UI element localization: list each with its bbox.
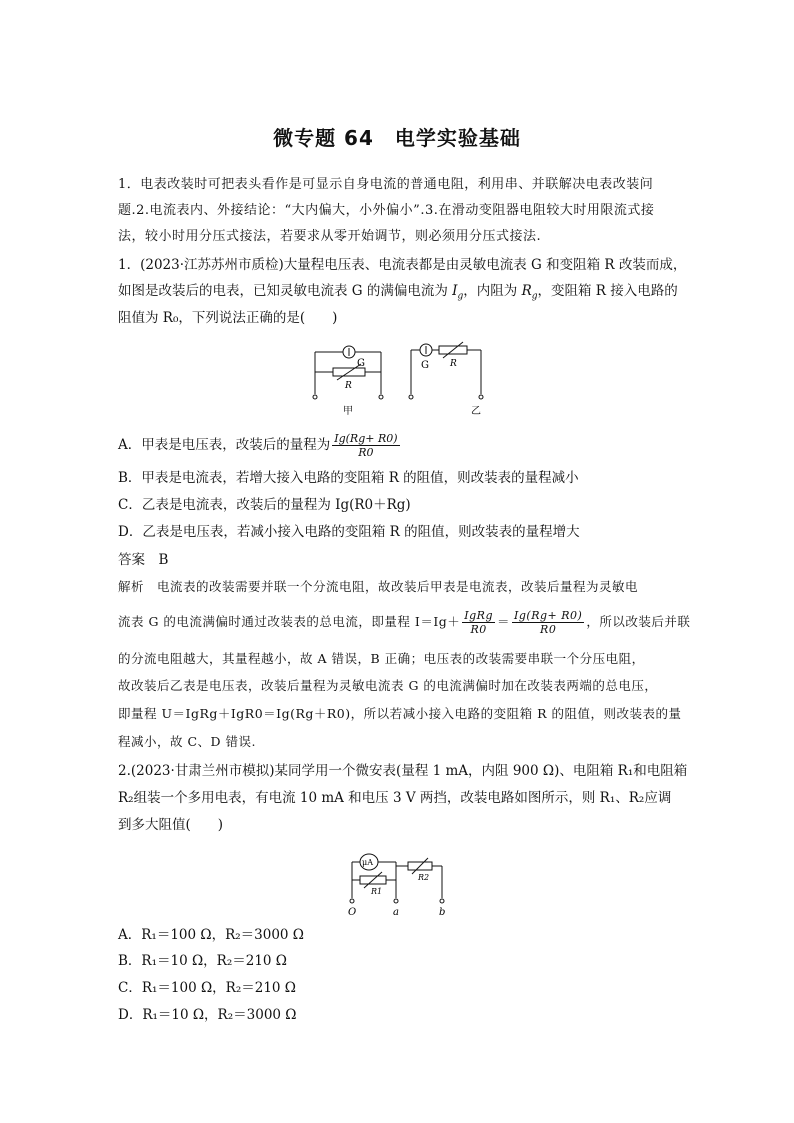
jia-r-label: R [345, 381, 352, 391]
fig-jia-label: 甲 [343, 406, 353, 417]
q1-answer: 答案 B [118, 552, 169, 568]
q1-explanation-3: 的分流电阻越大，其量程越小，故 A 错误，B 正确；电压表的改装需要串联一个分压电阻， [118, 651, 645, 666]
q1-ig: $I_g$ [452, 283, 464, 302]
circuit-jia [313, 346, 383, 399]
q2-stem-line-3: 到多大阻值( ) [118, 817, 224, 833]
q2-r2-label: R2 [418, 873, 430, 882]
q1-stem-2a: 如图是改装后的电表，已知灵敏电流表 G 的满偏电流为 [118, 283, 453, 299]
q1-stem-line-3: 阻值为 R₀，下列说法正确的是( ) [118, 310, 338, 326]
page-title: 微专题 64 电学实验基础 [273, 126, 521, 150]
intro-line-1: 1．电表改装时可把表头看作是可显示自身电流的普通电阻，利用串、并联解决电表改装问 [118, 177, 654, 192]
q1-explanation-6: 程减小，故 C、D 错误. [118, 734, 257, 749]
q2-o-label: O [348, 907, 357, 918]
q1-option-d: D．乙表是电压表，若减小接入电路的变阻箱 R 的阻值，则改装表的量程增大 [118, 524, 580, 540]
q1-exp-frac1-den: R0 [470, 623, 487, 636]
q1-explanation-2 [118, 609, 690, 636]
q1-exp-frac1-num: IgRg [464, 609, 494, 622]
jia-g-label: G [357, 358, 365, 369]
yi-g-label: G [421, 360, 429, 371]
q2-meter-label: μA [362, 858, 373, 867]
q1-exp-frac-1 [462, 609, 495, 636]
q2-option-b: B．R₁＝10 Ω，R₂＝210 Ω [118, 953, 287, 969]
q2-stem-line-1: 2.(2023·甘肃兰州市模拟)某同学用一个微安表(量程 1 mA，内阻 900 Ω)、电阻箱 R₁和电阻箱 [118, 763, 688, 779]
q1-circuit-figure [305, 338, 495, 418]
q2-a-label: a [393, 907, 399, 918]
q1-option-a-num: Ig(Rg+ R0) [334, 432, 398, 445]
q1-stem-2b: ，内阻为 [463, 283, 522, 299]
q1-option-c: C．乙表是电流表，改装后的量程为 Ig(R0＋Rg) [118, 497, 411, 513]
q2-stem-line-2: R₂组装一个多用电表，有电流 10 mA 和电压 3 V 两挡，改装电路如图所示，则 R₁、R₂应调 [118, 790, 672, 806]
q1-exp-frac-2 [512, 609, 584, 636]
q1-option-a-text: A．甲表是电压表，改装后的量程为 [118, 437, 331, 453]
q2-b-label: b [439, 907, 446, 918]
q2-option-a: A．R₁＝100 Ω，R₂＝3000 Ω [118, 927, 304, 943]
yi-r-label: R [450, 359, 457, 369]
q1-explanation-4: 故改装后乙表是电压表，改装后量程为灵敏电流表 G 的电流满偏时加在改装表两端的总电压， [118, 678, 658, 693]
q1-option-b: B．甲表是电流表，若增大接入电路的变阻箱 R 的阻值，则改装表的量程减小 [118, 470, 579, 486]
intro-line-3: 法，较小时用分压式接法，若要求从零开始调节，则必须用分压式接法. [118, 229, 542, 244]
q1-stem-2c: ，变阻箱 R 接入电路的 [537, 283, 678, 299]
fig-yi-label: 乙 [471, 406, 481, 417]
q2-circuit-figure [338, 840, 458, 918]
intro-line-2: 题.2.电流表内、外接结论：“大内偏大，小外偏小”.3.在滑动变阻器电阻较大时用限流式接 [118, 203, 655, 218]
q1-exp-2a: 流表 G 的电流满偏时通过改装表的总电流，即量程 I＝Ig＋ [118, 614, 461, 629]
q2-option-d: D．R₁＝10 Ω，R₂＝3000 Ω [118, 1007, 297, 1023]
q1-exp-frac2-den: R0 [540, 623, 557, 636]
q1-exp-2b: ，所以改装后并联 [586, 614, 691, 629]
q1-explanation-5: 即量程 U＝IgRg＋IgR0＝Ig(Rg＋R0)，所以若减小接入电路的变阻箱 R 的阻值，则改装表的量 [118, 706, 682, 721]
q2-r1-label: R1 [371, 887, 383, 896]
q1-option-a-fraction [332, 432, 399, 459]
q1-option-a [118, 432, 402, 459]
q1-rg: $R_g$ [521, 283, 538, 302]
q1-stem-line-2 [118, 282, 678, 306]
q1-exp-eq: ＝ [497, 614, 511, 629]
q1-stem-line-1: 1．(2023·江苏苏州市质检)大量程电压表、电流表都是由灵敏电流表 G 和变阻箱 R 改装而成， [118, 257, 687, 273]
q2-option-c: C．R₁＝100 Ω，R₂＝210 Ω [118, 980, 296, 996]
q1-exp-frac2-num: Ig(Rg+ R0) [514, 609, 583, 622]
q1-explanation-1: 解析 电流表的改装需要并联一个分流电阻，故改装后甲表是电流表，改装后量程为灵敏电 [118, 579, 639, 594]
q1-option-a-den: R0 [358, 446, 374, 459]
